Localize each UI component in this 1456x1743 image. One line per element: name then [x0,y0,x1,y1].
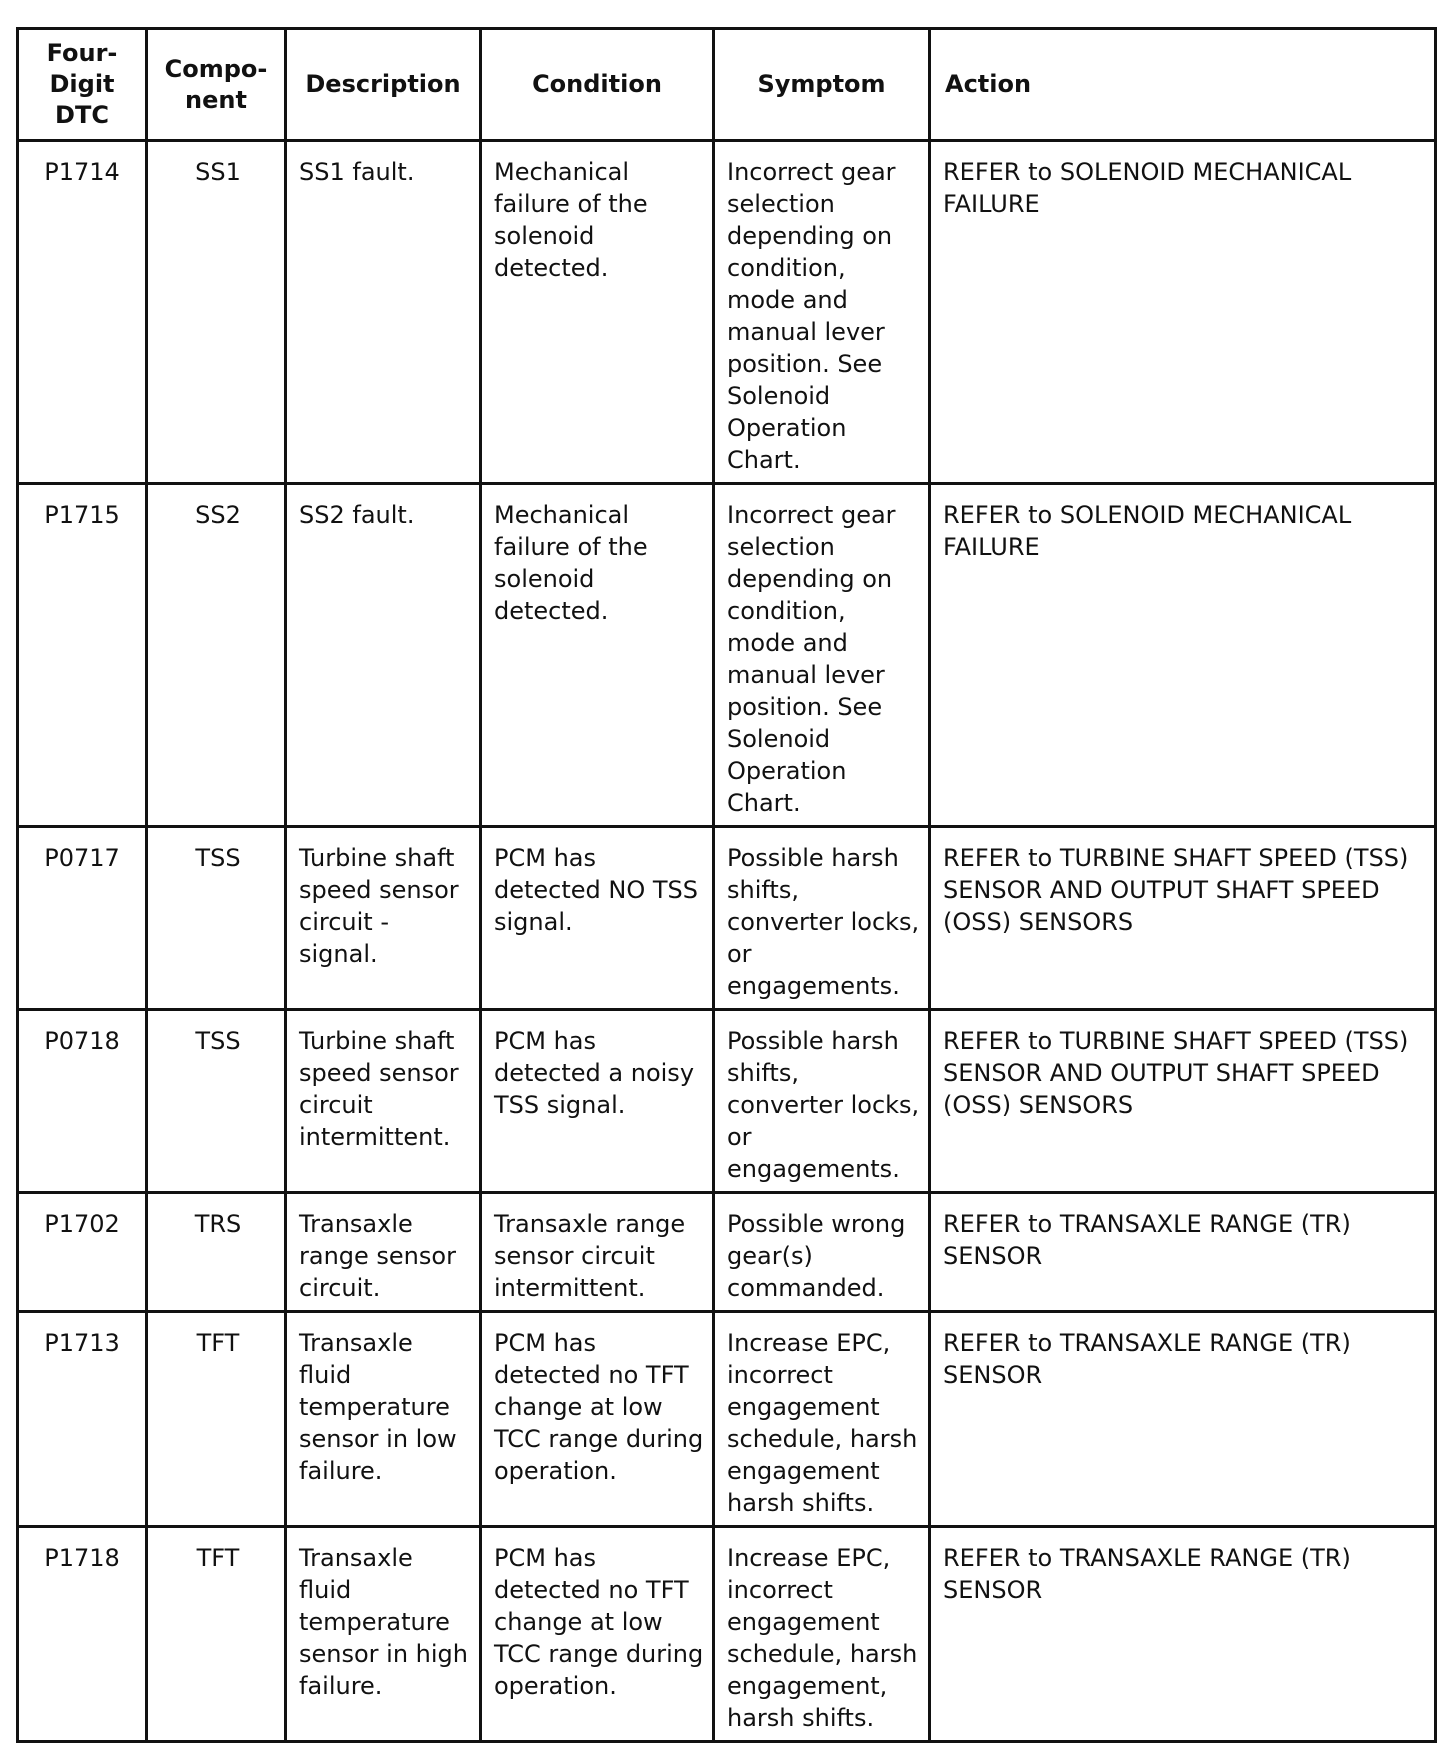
table-row [18,1312,1436,1527]
table-row [18,827,1436,1010]
action-cell: REFER to TRANSAXLE RANGE (TR) SENSOR [930,1193,1436,1312]
action-cell: REFER to TURBINE SHAFT SPEED (TSS) SENSOR AND OUTPUT SHAFT SPEED (OSS) SENSORS [930,827,1436,1010]
symptom-cell: Possible wrong gear(s) commanded. [714,1193,930,1312]
dtc-code-cell: P1713 [18,1312,147,1527]
component-cell: TSS [147,827,286,1010]
header-row [18,29,1436,141]
action-cell: REFER to TRANSAXLE RANGE (TR) SENSOR [930,1312,1436,1527]
description-cell: Turbine shaft speed sensor circuit intermittent. [286,1010,481,1193]
header-dtc: Four- Digit DTC [18,29,147,141]
symptom-cell: Incorrect gear selection depending on condition, mode and manual lever position. See Solenoid Operation Chart. [714,141,930,484]
component-cell: TFT [147,1312,286,1527]
action-cell: REFER to TURBINE SHAFT SPEED (TSS) SENSOR AND OUTPUT SHAFT SPEED (OSS) SENSORS [930,1010,1436,1193]
table-row [18,1193,1436,1312]
component-cell: TFT [147,1527,286,1742]
dtc-code-cell: P1714 [18,141,147,484]
condition-cell: Mechanical failure of the solenoid detected. [481,141,714,484]
component-cell: TRS [147,1193,286,1312]
header-action: Action [930,29,1436,141]
description-cell: Transaxle fluid temperature sensor in high failure. [286,1527,481,1742]
action-cell: REFER to TRANSAXLE RANGE (TR) SENSOR [930,1527,1436,1742]
description-cell: Transaxle range sensor circuit. [286,1193,481,1312]
table-row [18,1527,1436,1742]
symptom-cell: Increase EPC, incorrect engagement schedule, harsh engagement, harsh shifts. [714,1527,930,1742]
description-cell: SS2 fault. [286,484,481,827]
description-cell: SS1 fault. [286,141,481,484]
component-cell: SS1 [147,141,286,484]
symptom-cell: Possible harsh shifts, converter locks, or engagements. [714,827,930,1010]
component-cell: TSS [147,1010,286,1193]
description-cell: Transaxle fluid temperature sensor in low failure. [286,1312,481,1527]
condition-cell: PCM has detected no TFT change at low TCC range during operation. [481,1527,714,1742]
action-cell: REFER to SOLENOID MECHANICAL FAILURE [930,141,1436,484]
condition-cell: Mechanical failure of the solenoid detected. [481,484,714,827]
header-condition: Condition [481,29,714,141]
table-row [18,141,1436,484]
description-cell: Turbine shaft speed sensor circuit - signal. [286,827,481,1010]
dtc-code-cell: P1702 [18,1193,147,1312]
dtc-code-cell: P0717 [18,827,147,1010]
dtc-code-cell: P1715 [18,484,147,827]
symptom-cell: Incorrect gear selection depending on condition, mode and manual lever position. See Solenoid Operation Chart. [714,484,930,827]
condition-cell: Transaxle range sensor circuit intermittent. [481,1193,714,1312]
dtc-code-cell: P0718 [18,1010,147,1193]
table-row [18,484,1436,827]
dtc-code-cell: P1718 [18,1527,147,1742]
header-symptom: Symptom [714,29,930,141]
component-cell: SS2 [147,484,286,827]
header-description: Description [286,29,481,141]
symptom-cell: Possible harsh shifts, converter locks, or engagements. [714,1010,930,1193]
condition-cell: PCM has detected a noisy TSS signal. [481,1010,714,1193]
dtc-table [16,27,1437,1743]
header-component: Compo- nent [147,29,286,141]
condition-cell: PCM has detected no TFT change at low TCC range during operation. [481,1312,714,1527]
condition-cell: PCM has detected NO TSS signal. [481,827,714,1010]
action-cell: REFER to SOLENOID MECHANICAL FAILURE [930,484,1436,827]
table-row [18,1010,1436,1193]
symptom-cell: Increase EPC, incorrect engagement schedule, harsh engagement harsh shifts. [714,1312,930,1527]
